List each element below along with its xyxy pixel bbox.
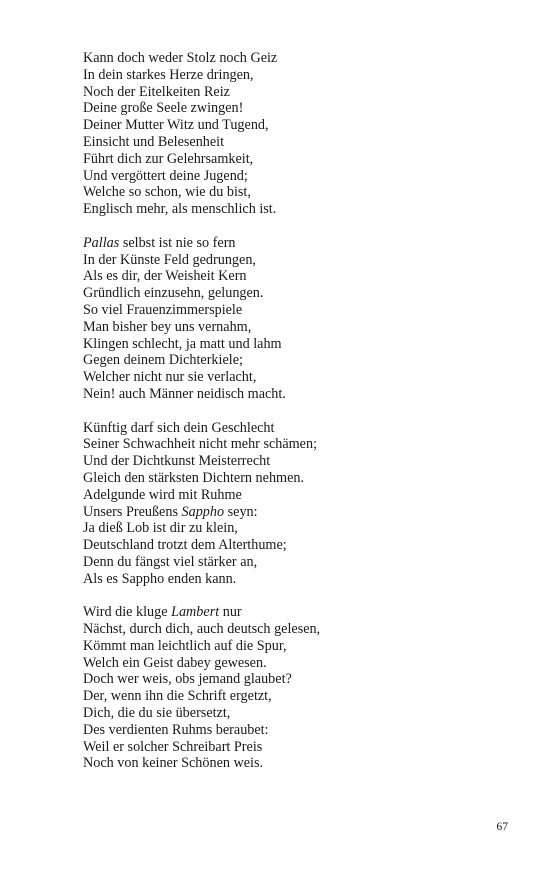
verse-text: selbst ist nie so fern [119,234,236,251]
verse-text: Als es dir, der Weisheit Kern [83,268,247,285]
verse-line [83,336,503,353]
verse-line [83,67,503,84]
italic-name: Lambert [171,604,220,621]
verse-text: Kann doch weder Stolz noch Geiz [83,50,278,66]
verse-line [83,50,503,67]
verse-line [83,604,503,621]
verse-line [83,755,503,772]
verse-line [83,252,503,269]
verse-text: Gründlich einzusehn, gelungen. [83,285,264,302]
verse-text: Klingen schlecht, ja matt und lahm [83,335,282,352]
poem-body [83,50,503,789]
verse-line [83,739,503,756]
verse-text: Unsers Preußens [83,503,182,520]
stanza [83,235,503,403]
stanza [83,420,503,588]
verse-text: Deine große Seele zwingen! [83,100,244,117]
verse-text: Weil er solcher Schreibart Preis [83,738,263,755]
verse-text: Deiner Mutter Witz und Tugend, [83,117,269,134]
verse-text: Man bisher bey uns vernahm, [83,318,252,335]
verse-text: Noch der Eitelkeiten Reiz [83,83,230,100]
verse-text: In dein starkes Herze dringen, [83,66,254,83]
verse-text: Doch wer weis, obs jemand glaubet? [83,671,292,688]
verse-line [83,151,503,168]
verse-text: Einsicht und Belesenheit [83,133,225,150]
verse-line [83,705,503,722]
verse-line [83,100,503,117]
verse-line [83,369,503,386]
verse-text: Ja dieß Lob ist dir zu klein, [83,520,238,537]
verse-text: Dich, die du sie übersetzt, [83,705,231,722]
verse-text: Nächst, durch dich, auch deutsch gelesen, [83,621,321,638]
italic-name: Sappho [181,503,225,520]
verse-text: Gleich den stärksten Dichtern nehmen. [83,469,305,486]
verse-line [83,520,503,537]
verse-text: nur [219,604,242,621]
verse-line [83,235,503,252]
verse-text: Englisch mehr, als menschlich ist. [83,201,277,218]
verse-text: Nein! auch Männer neidisch macht. [83,385,286,402]
verse-line [83,571,503,588]
stanza [83,604,503,772]
verse-line [83,487,503,504]
verse-line [83,504,503,521]
page-number: 67 [496,821,508,833]
verse-text: Deutschland trotzt dem Alterthume; [83,537,287,554]
italic-name: Pallas [83,234,120,251]
verse-text: Der, wenn ihn die Schrift ergetzt, [83,688,272,705]
verse-text: Adelgunde wird mit Ruhme [83,486,242,503]
verse-line [83,352,503,369]
verse-line [83,436,503,453]
verse-line [83,722,503,739]
verse-text: Als es Sappho enden kann. [83,570,237,587]
verse-line [83,386,503,403]
verse-text: In der Künste Feld gedrungen, [83,251,256,268]
verse-text: Führt dich zur Gelehrsamkeit, [83,150,254,167]
verse-text: Und der Dichtkunst Meisterrecht [83,453,271,470]
verse-text: Welch ein Geist dabey gewesen. [83,654,267,671]
verse-text: Noch von keiner Schönen weis. [83,755,264,772]
verse-line [83,319,503,336]
verse-line [83,621,503,638]
verse-text: Und vergöttert deine Jugend; [83,167,248,184]
verse-line [83,688,503,705]
verse-line [83,638,503,655]
verse-text: seyn: [224,503,258,520]
verse-line [83,671,503,688]
verse-line [83,84,503,101]
stanza [83,50,503,218]
verse-line [83,420,503,437]
verse-line [83,201,503,218]
verse-line [83,184,503,201]
verse-text: So viel Frauenzimmerspiele [83,301,243,318]
verse-line [83,554,503,571]
verse-line [83,168,503,185]
verse-text: Wird die kluge [83,604,172,621]
verse-line [83,453,503,470]
verse-line [83,655,503,672]
verse-text: Seiner Schwachheit nicht mehr schämen; [83,436,318,453]
verse-line [83,268,503,285]
verse-line [83,537,503,554]
verse-text: Künftig darf sich dein Geschlecht [83,419,275,436]
verse-text: Welcher nicht nur sie verlacht, [83,369,257,386]
verse-text: Denn du fängst viel stärker an, [83,553,258,570]
verse-text: Gegen deinem Dichterkiele; [83,352,243,369]
verse-line [83,134,503,151]
verse-text: Des verdienten Ruhms beraubet: [83,721,269,738]
verse-text: Kömmt man leichtlich auf die Spur, [83,637,287,654]
verse-line [83,470,503,487]
verse-line [83,302,503,319]
verse-text: Welche so schon, wie du bist, [83,184,251,201]
verse-line [83,117,503,134]
verse-line [83,285,503,302]
